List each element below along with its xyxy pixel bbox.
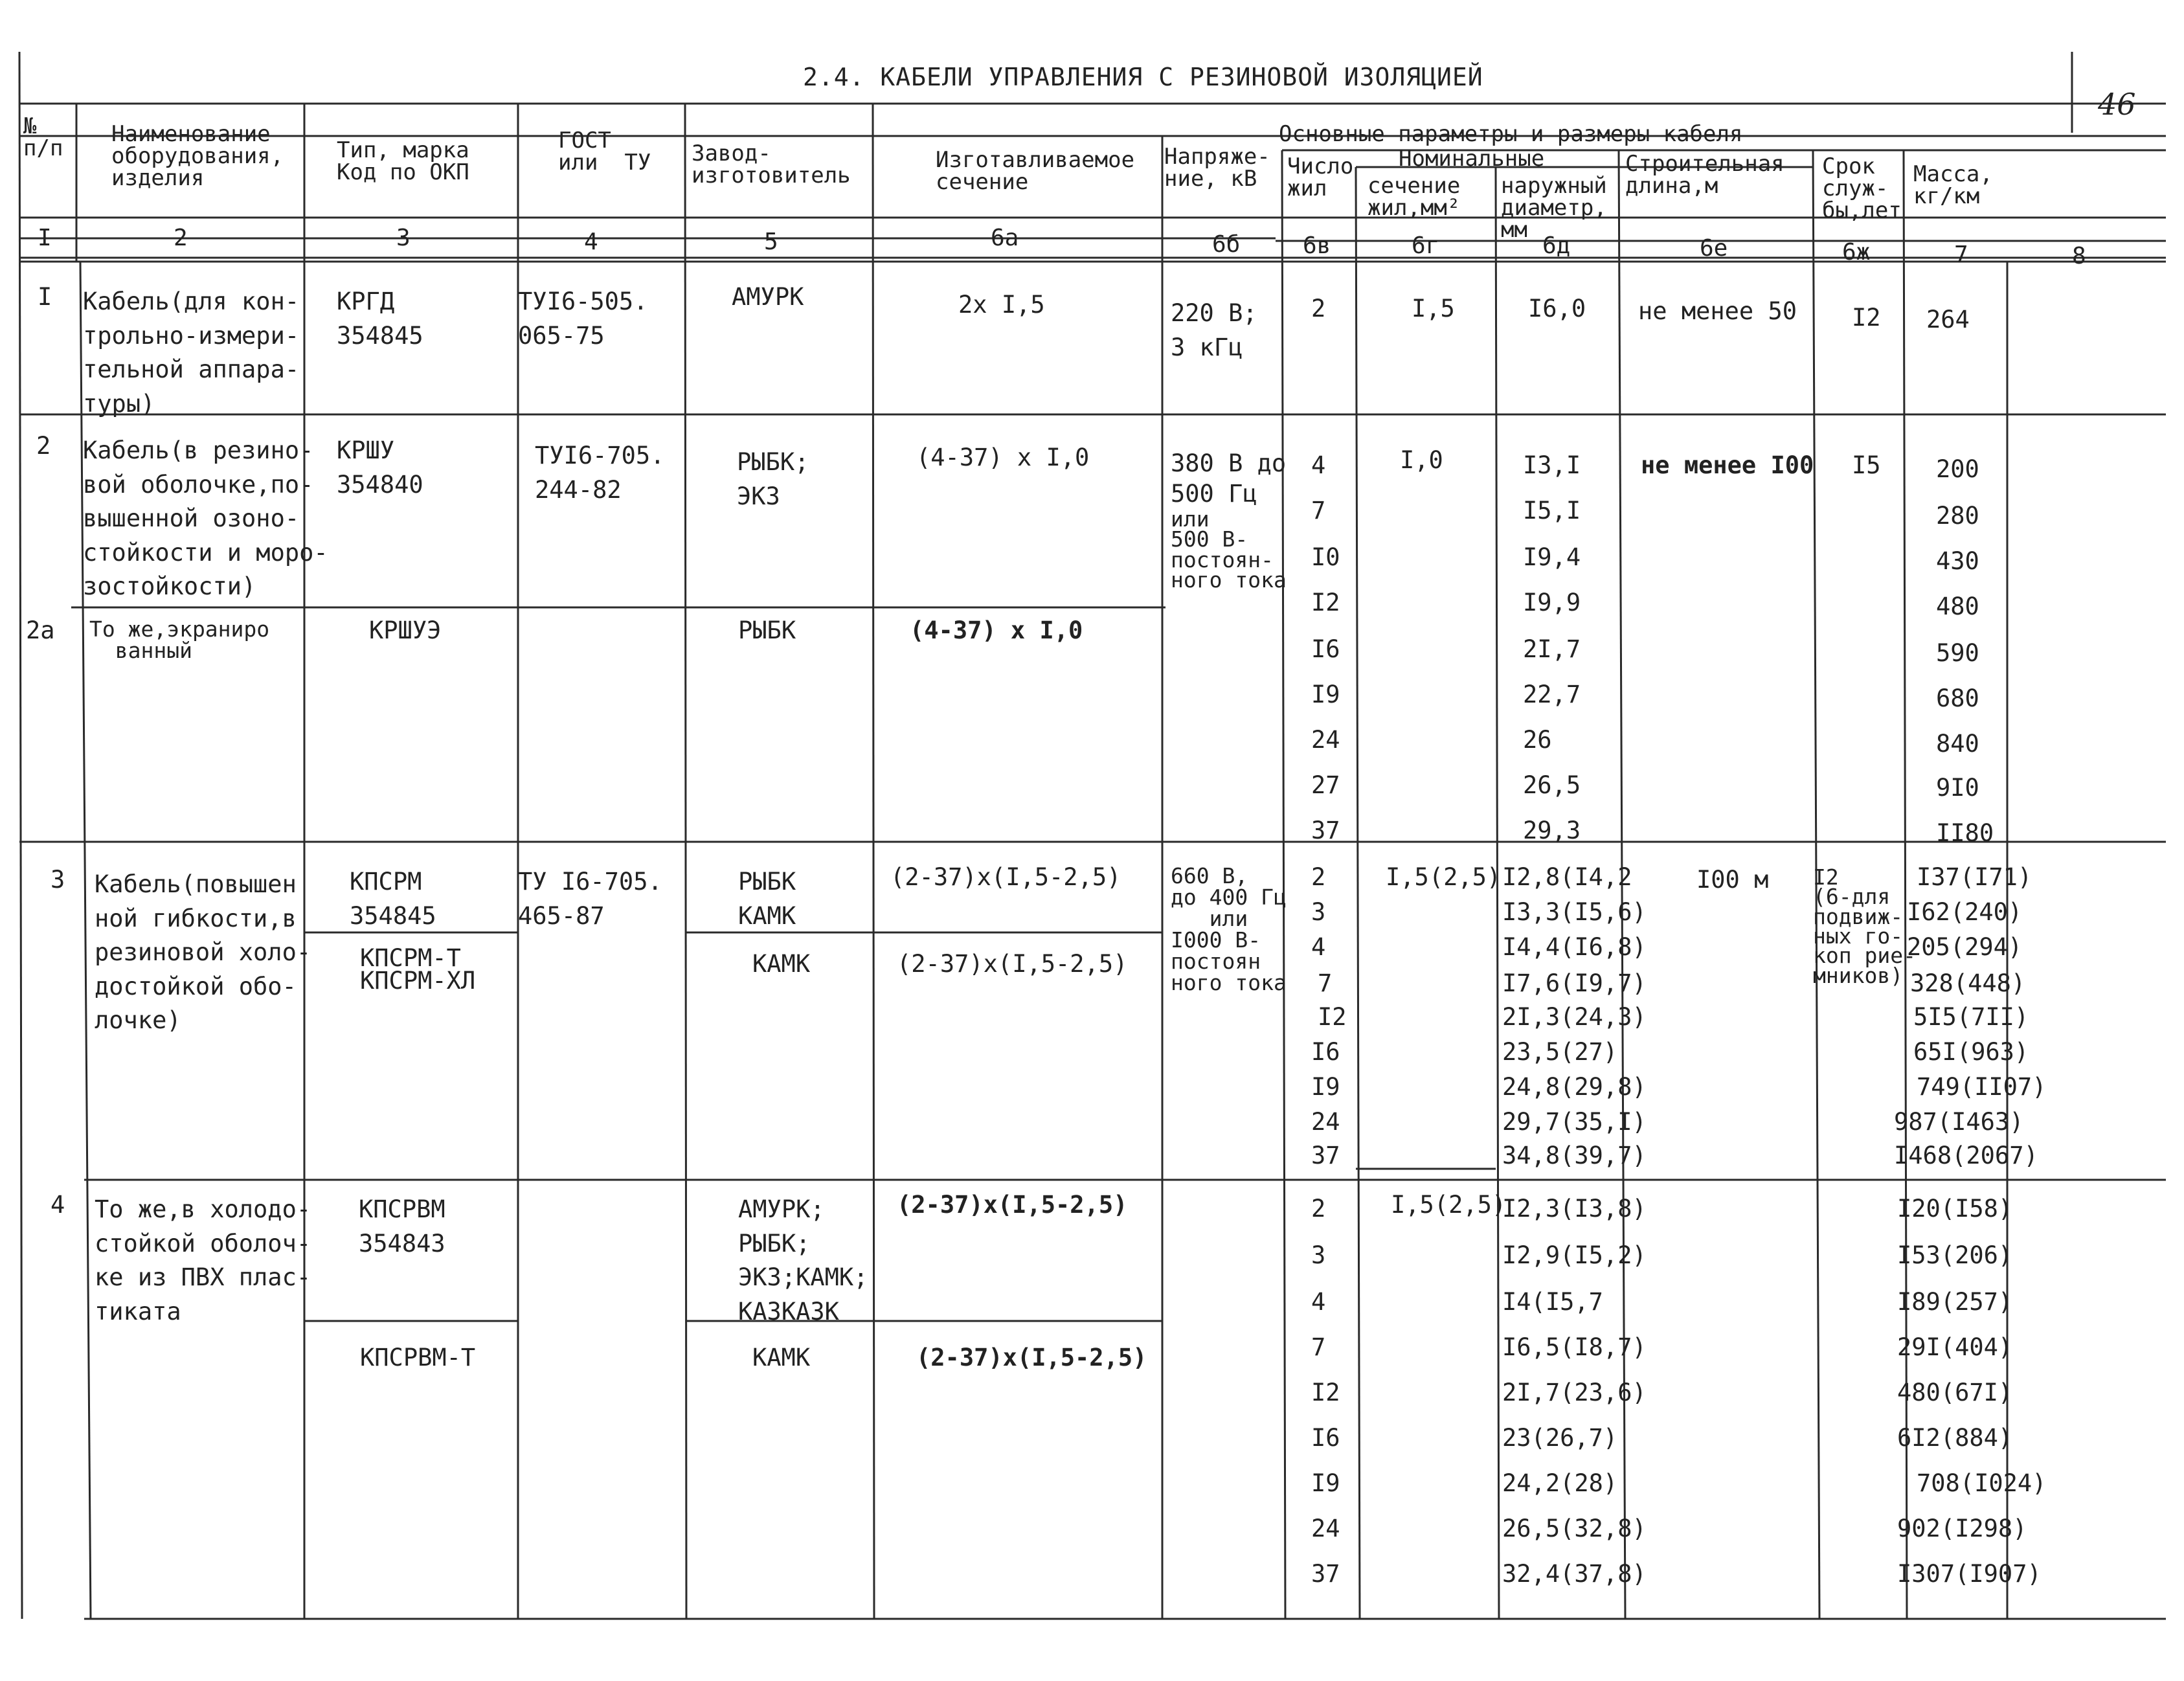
item-maker: РЫБК (738, 616, 796, 644)
item-mass: 328(448) (1910, 969, 2026, 997)
item-maker: РЫБК КАМК (738, 868, 796, 930)
header-params-group: Основные параметры и размеры кабеля (1279, 121, 1743, 147)
item-gost: ТУI6-505. 065-75 (518, 288, 648, 350)
item-length: не менее 50 (1638, 297, 1797, 325)
item-mass: 749(II07) (1917, 1073, 2047, 1101)
item-type: КПСРМ 354845 (350, 868, 436, 930)
item-mass: 200 (1936, 455, 1979, 483)
item-cores: 24 (1311, 726, 1340, 754)
item-mass: 280 (1936, 502, 1979, 530)
item-cores: 4 (1311, 1288, 1326, 1316)
item-name: То же,в холодо- стойкой оболоч- ке из ПВХ плас- тиката (95, 1195, 311, 1326)
item-type: КРШУ 354840 (337, 436, 423, 499)
item-core-section: I,0 (1400, 446, 1443, 474)
item-cores: I6 (1311, 1038, 1340, 1066)
item-cores: 3 (1311, 898, 1326, 926)
col-number: 6ж (1842, 239, 1871, 265)
header-gost: ГОСТ или ТУ (558, 128, 651, 175)
item-cores: I9 (1311, 681, 1340, 708)
item-cores: 4 (1311, 451, 1326, 479)
item-mass: 65I(963) (1913, 1038, 2029, 1066)
col-number: 3 (396, 225, 411, 251)
item-diameter: 2I,7(23,6) (1502, 1379, 1647, 1406)
item-voltage-note: или 500 В- постоян- ного тока (1171, 506, 1287, 593)
item-cores: 7 (1311, 497, 1326, 525)
item-diameter: 23,5(27) (1502, 1038, 1618, 1066)
item-cores: 37 (1311, 1560, 1340, 1588)
item-diameter: 26,5 (1523, 771, 1581, 799)
item-section: (4-37) х I,0 (910, 616, 1083, 644)
item-name: Кабель(для кон- трольно-измери- тельной аппара- туры) (83, 288, 300, 418)
header-maker: Завод- изготовитель (692, 141, 851, 188)
item-diameter: I3,3(I5,6) (1502, 898, 1647, 926)
item-cores: 2 (1311, 1195, 1326, 1223)
item-maker-variant: КАМК (752, 950, 811, 978)
item-mass: 5I5(7II) (1913, 1003, 2029, 1031)
item-life: I2 (1852, 304, 1881, 332)
item-maker: АМУРК; РЫБК; ЭКЗ;КАМК; КАЗКАЗК (738, 1195, 868, 1326)
item-mass: 430 (1936, 547, 1979, 575)
item-mass: I89(257) (1897, 1288, 2013, 1316)
item-mass: 264 (1926, 306, 1970, 333)
item-diameter: I7,6(I9,7) (1502, 969, 1647, 997)
item-section: (4-37) х I,0 (916, 444, 1090, 471)
item-mass: 6I2(884) (1897, 1424, 2013, 1452)
item-cores: I6 (1311, 635, 1340, 663)
item-cores: I2 (1311, 589, 1340, 616)
item-mass: 480 (1936, 592, 1979, 620)
item-name: Кабель(повышен ной гибкости,в резиновой холо- достойкой обо- лочке) (95, 870, 311, 1035)
item-mass: 205(294) (1907, 933, 2023, 961)
item-maker-variant: КАМК (752, 1344, 811, 1371)
item-diameter: 24,8(29,8) (1502, 1073, 1647, 1101)
item-type-variant: КПСРМ-Т КПСРМ-ХЛ (360, 944, 476, 995)
item-mass: 987(I463) (1894, 1108, 2024, 1136)
item-gost: ТУ I6-705. 465-87 (518, 868, 662, 930)
item-mass: 708(I024) (1917, 1469, 2047, 1497)
col-number: 6д (1542, 232, 1571, 259)
item-cores: 7 (1318, 969, 1333, 997)
col-number: 6е (1700, 235, 1728, 262)
item-mass: I20(I58) (1897, 1195, 2013, 1223)
item-gost: ТУI6-705. 244-82 (535, 442, 665, 504)
col-number: 2 (174, 225, 188, 251)
item-cores: 3 (1311, 1241, 1326, 1269)
item-diameter: I3,I (1523, 451, 1581, 479)
item-mass: 902(I298) (1897, 1515, 2027, 1542)
row-number: 2а (26, 616, 55, 644)
item-mass: 480(67I) (1897, 1379, 2013, 1406)
item-life: I2 (6-для подвиж- ных го- коп рие- мников) (1813, 864, 1916, 988)
item-cores: I9 (1311, 1073, 1340, 1101)
header-type: Тип, марка Код по ОКП (337, 137, 469, 185)
item-cores: I2 (1318, 1003, 1347, 1031)
col-number: 6а (991, 225, 1019, 251)
item-mass: I37(I71) (1917, 863, 2032, 891)
item-diameter: I5,I (1523, 497, 1581, 525)
item-length: I00 м (1696, 866, 1769, 894)
table-title: 2.4. КАБЕЛИ УПРАВЛЕНИЯ С РЕЗИНОВОЙ ИЗОЛЯЦИЕЙ (803, 63, 1483, 91)
item-diameter: I9,4 (1523, 543, 1581, 571)
item-mass: I62(240) (1907, 898, 2023, 926)
row-number: 2 (36, 432, 51, 460)
header-nominal-group: Номинальные (1399, 146, 1545, 172)
item-cores: 2 (1311, 863, 1326, 891)
item-voltage: 220 В; 3 кГц (1171, 299, 1257, 361)
item-voltage: 660 В, до 400 Гц или I000 В- постоян ного тока (1171, 863, 1287, 995)
item-mass: I307(I907) (1897, 1560, 2042, 1588)
header-name: Наименование оборудования, изделия (111, 121, 284, 191)
item-mass: I468(2067) (1894, 1142, 2038, 1169)
row-number: 4 (51, 1191, 65, 1219)
item-type: КРШУЭ (369, 616, 442, 644)
item-length: не менее I00 (1641, 451, 1814, 479)
header-core-section: сечение жил,мм² (1368, 173, 1461, 221)
page-number: 46 (2098, 87, 2136, 122)
header-outer-diameter: наружный диаметр, мм (1501, 173, 1607, 243)
item-mass: 680 (1936, 684, 1979, 712)
col-number: 5 (764, 229, 778, 255)
item-section: 2х I,5 (958, 291, 1045, 319)
item-type: КПСРВМ 354843 (359, 1195, 445, 1258)
item-cores: 7 (1311, 1333, 1326, 1361)
item-section: (2-37)х(I,5-2,5) (897, 1191, 1128, 1219)
item-type-variant: КПСРВМ-Т (360, 1344, 476, 1371)
item-cores: 37 (1311, 817, 1340, 844)
item-voltage: 380 В до 500 Гц (1171, 449, 1287, 508)
item-diameter: I6,5(I8,7) (1502, 1333, 1647, 1361)
item-life: I5 (1852, 451, 1881, 479)
item-diameter: I2,9(I5,2) (1502, 1241, 1647, 1269)
item-cores: I6 (1311, 1424, 1340, 1452)
item-diameter: I4(I5,7 (1502, 1288, 1603, 1316)
item-mass: II80 (1936, 819, 1994, 847)
item-cores: I9 (1311, 1469, 1340, 1497)
row-number: I (38, 283, 52, 311)
item-diameter: 23(26,7) (1502, 1424, 1618, 1452)
col-number: 6в (1303, 232, 1331, 259)
item-core-section: I,5 (1412, 295, 1455, 322)
col-number: 4 (584, 229, 598, 255)
item-maker: АМУРК (732, 283, 804, 311)
header-life: Срок служ- бы,лет (1822, 153, 1902, 223)
item-section-variant: (2-37)х(I,5-2,5) (916, 1344, 1147, 1371)
header-cores: Число жил (1287, 153, 1354, 201)
item-section-variant: (2-37)х(I,5-2,5) (897, 950, 1128, 978)
item-diameter: I2,3(I3,8) (1502, 1195, 1647, 1223)
item-mass: 29I(404) (1897, 1333, 2013, 1361)
item-diameter: 26 (1523, 726, 1552, 754)
item-mass: 9I0 (1936, 774, 1979, 802)
item-mass: I53(206) (1897, 1241, 2013, 1269)
item-diameter: I6,0 (1528, 295, 1586, 322)
item-mass: 590 (1936, 639, 1979, 667)
item-diameter: 26,5(32,8) (1502, 1515, 1647, 1542)
item-diameter: 2I,7 (1523, 635, 1581, 663)
header-voltage: Напряже- ние, кВ (1164, 144, 1270, 192)
item-mass: 840 (1936, 730, 1979, 758)
item-type: КРГД 354845 (337, 288, 423, 350)
item-cores: 24 (1311, 1515, 1340, 1542)
item-core-section: I,5(2,5) (1391, 1191, 1507, 1219)
item-diameter: I2,8(I4,2 (1502, 863, 1632, 891)
item-diameter: 34,8(39,7) (1502, 1142, 1647, 1169)
item-diameter: 32,4(37,8) (1502, 1560, 1647, 1588)
item-cores: 4 (1311, 933, 1326, 961)
header-number: № п/п (23, 113, 63, 161)
col-number: 8 (2072, 243, 2086, 269)
item-name: То же,экраниро ванный (89, 616, 270, 663)
item-cores: I2 (1311, 1379, 1340, 1406)
row-number: 3 (51, 866, 65, 894)
item-cores: 27 (1311, 771, 1340, 799)
col-number: 7 (1954, 242, 1968, 268)
col-number: 6г (1412, 232, 1440, 259)
header-mass: Масса, кг/км (1913, 161, 1993, 209)
item-cores: I0 (1311, 543, 1340, 571)
item-diameter: I4,4(I6,8) (1502, 933, 1647, 961)
item-diameter: 29,7(35,I) (1502, 1108, 1647, 1136)
item-diameter: 22,7 (1523, 681, 1581, 708)
item-name: Кабель(в резино- вой оболочке,по- вышенной озоно- стойкости и моро- зостойкости) (83, 436, 328, 601)
col-number: 6б (1212, 231, 1241, 258)
col-number: I (38, 225, 52, 251)
item-diameter: I9,9 (1523, 589, 1581, 616)
item-diameter: 24,2(28) (1502, 1469, 1618, 1497)
item-maker: РЫБК; ЭКЗ (737, 448, 809, 510)
item-cores: 24 (1311, 1108, 1340, 1136)
item-diameter: 29,3 (1523, 817, 1581, 844)
item-section: (2-37)х(I,5-2,5) (890, 863, 1121, 891)
item-diameter: 2I,3(24,3) (1502, 1003, 1647, 1031)
header-length: Строительная длина,м (1625, 151, 1784, 199)
item-cores: 2 (1311, 295, 1326, 322)
header-section: Изготавливаемое сечение (936, 147, 1135, 195)
item-core-section: I,5(2,5) (1386, 863, 1502, 891)
item-cores: 37 (1311, 1142, 1340, 1169)
